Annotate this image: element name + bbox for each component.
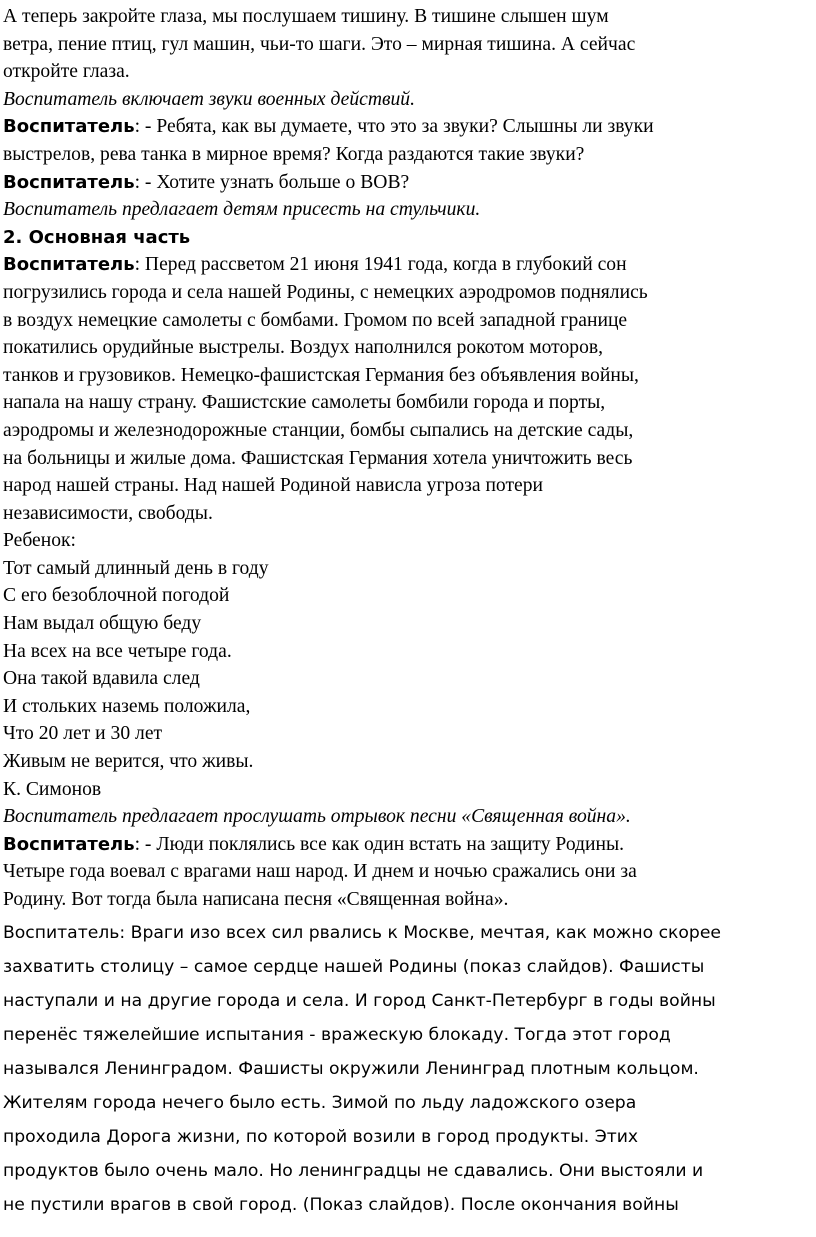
sans-text-line: назывался Ленинградом. Фашисты окружили Ленинград плотным кольцом. [3, 1058, 699, 1079]
text-line [3, 417, 813, 445]
dialogue-line [3, 113, 813, 141]
text-line [3, 500, 813, 528]
section-heading [3, 224, 813, 252]
text-line [3, 555, 813, 583]
line-text: С его безоблочной погодой [3, 585, 230, 607]
text-line [3, 776, 813, 804]
sans-text-block [3, 916, 813, 1223]
text-line [3, 748, 813, 776]
line-text: Нам выдал общую беду [3, 613, 202, 635]
text-line [3, 334, 813, 362]
line-text: выстрелов, рева танка в мирное время? Когда раздаются такие звуки? [3, 143, 585, 165]
text-line [3, 362, 813, 390]
line-text: независимости, свободы. [3, 502, 213, 524]
dialogue-line [3, 831, 813, 859]
line-text: народ нашей страны. Над нашей Родиной нависла угроза потери [3, 475, 544, 497]
line-text: : Перед рассветом 21 июня 1941 года, когда в глубокий сон [134, 254, 627, 276]
line-text: ветра, пение птиц, гул машин, чьи-то шаги. Это – мирная тишина. А сейчас [3, 33, 636, 55]
text-line [3, 472, 813, 500]
line-text: : - Ребята, как вы думаете, что это за звуки? Слышны ли звуки [134, 116, 654, 138]
text-line [3, 582, 813, 610]
text-line [3, 58, 813, 86]
sans-text-line: Воспитатель: Враги изо всех сил рвались к Москве, мечтая, как можно скорее [3, 922, 721, 943]
line-text: Что 20 лет и 30 лет [3, 723, 163, 745]
speaker-label: Воспитатель [3, 254, 135, 276]
text-line [3, 720, 813, 748]
text-line [3, 141, 813, 169]
text-line [3, 665, 813, 693]
line-text: Воспитатель предлагает прослушать отрывок песни «Священная война». [3, 806, 631, 828]
text-line [3, 279, 813, 307]
line-text: аэродромы и железнодорожные станции, бомбы сыпались на детские сады, [3, 419, 634, 441]
line-text: К. Симонов [3, 778, 102, 800]
line-text: : - Хотите узнать больше о ВОВ? [134, 171, 410, 193]
line-text: на больницы и жилые дома. Фашистская Германия хотела уничтожить весь [3, 447, 633, 469]
speaker-label: Воспитатель [3, 171, 135, 193]
line-text: погрузились города и села нашей Родины, с немецких аэродромов поднялись [3, 281, 648, 303]
line-text: Ребенок: [3, 530, 76, 552]
sans-text-line: проходила Дорога жизни, по которой возили в город продукты. Этих [3, 1127, 639, 1148]
text-line [3, 527, 813, 555]
serif-text-block [3, 3, 813, 914]
line-text: А теперь закройте глаза, мы послушаем тишину. В тишине слышен шум [3, 6, 609, 27]
line-text: На всех на все четыре года. [3, 640, 232, 662]
line-text: Воспитатель предлагает детям присесть на стульчики. [3, 199, 481, 221]
text-line [3, 886, 813, 914]
line-text: танков и грузовиков. Немецко-фашистская Германия без объявления войны, [3, 364, 639, 386]
stage-direction-line [3, 86, 813, 114]
sans-text-line: захватить столицу – самое сердце нашей Родины (показ слайдов). Фашисты [3, 956, 705, 977]
line-text: Живым не верится, что живы. [3, 751, 254, 773]
text-line [3, 638, 813, 666]
dialogue-line [3, 169, 813, 197]
speaker-label: Воспитатель [3, 116, 135, 138]
text-line [3, 3, 813, 31]
text-line [3, 610, 813, 638]
text-line [3, 693, 813, 721]
line-text: Родину. Вот тогда была написана песня «Священная война». [3, 889, 509, 910]
speaker-label: Воспитатель [3, 833, 135, 855]
line-text: в воздух немецкие самолеты с бомбами. Громом по всей западной границе [3, 309, 628, 331]
sans-text-line: наступали и на другие города и села. И город Санкт-Петербург в годы войны [3, 990, 716, 1011]
sans-text-line: Жителям города нечего было есть. Зимой по льду ладожского озера [3, 1093, 637, 1114]
line-text: Четыре года воевал с врагами наш народ. И днем и ночью сражались они за [3, 861, 637, 883]
line-text: И стольких наземь положила, [3, 695, 251, 717]
heading-text: 2. Основная часть [3, 226, 191, 248]
line-text: Тот самый длинный день в году [3, 557, 269, 579]
text-line [3, 445, 813, 473]
line-text: напала на нашу страну. Фашистские самолеты бомбили города и порты, [3, 392, 606, 414]
sans-text-line: не пустили врагов в свой город. (Показ слайдов). После окончания войны [3, 1195, 679, 1216]
stage-direction-line [3, 196, 813, 224]
text-line [3, 31, 813, 59]
text-line [3, 389, 813, 417]
stage-direction-line [3, 803, 813, 831]
line-text: откройте глаза. [3, 61, 130, 83]
text-line [3, 307, 813, 335]
sans-text-line: продуктов было очень мало. Но ленинградцы не сдавались. Они выстояли и [3, 1161, 704, 1182]
line-text: : - Люди поклялись все как один встать на защиту Родины. [134, 833, 625, 855]
document-page [3, 3, 813, 1222]
line-text: покатились орудийные выстрелы. Воздух наполнился рокотом моторов, [3, 337, 604, 359]
text-line [3, 858, 813, 886]
sans-text-line: перенёс тяжелейшие испытания - вражескую блокаду. Тогда этот город [3, 1024, 671, 1045]
line-text: Она такой вдавила след [3, 668, 200, 690]
dialogue-line [3, 251, 813, 279]
line-text: Воспитатель включает звуки военных действий. [3, 88, 415, 110]
